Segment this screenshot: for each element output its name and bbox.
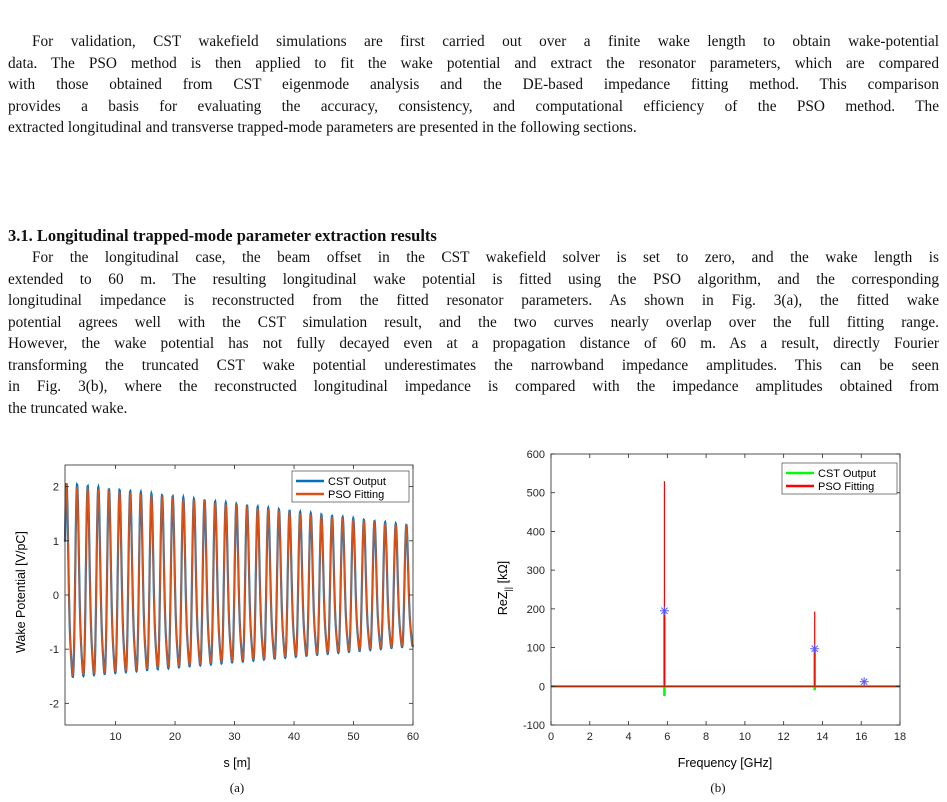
wake-potential-chart [0, 440, 440, 780]
text-line: data. The PSO method is then applied to fit the wake potential and extract the resonator parameters, which are compared [8, 54, 939, 72]
x-axis-label: Frequency [GHz] [677, 756, 773, 770]
y-tick-label: -100 [522, 720, 545, 732]
text-line: transforming the truncated CST wake potential underestimates the narrowband impedance amplitudes. This can be seen [8, 356, 939, 374]
legend-entry: PSO Fitting [328, 489, 385, 501]
y-tick-label: 600 [526, 449, 545, 461]
legend [782, 463, 897, 494]
text-line: in Fig. 3(b), where the reconstructed longitudinal impedance is compared with the impedance amplitudes obtained from [8, 378, 939, 395]
text-line: the truncated wake. [8, 399, 128, 417]
x-axis-label: s [m] [223, 756, 251, 770]
x-tick-label: 50 [347, 731, 360, 743]
text-line: However, the wake potential has not fully decayed even at a propagation distance of 60 m. As a result, directly Fourier [8, 335, 939, 352]
text-line: extracted longitudinal and transverse trapped-mode parameters are presented in the following sections. [8, 119, 637, 136]
legend-entry: CST Output [328, 476, 386, 488]
paragraph-validation [8, 31, 939, 139]
text-line: provides a basis for evaluating the accuracy, consistency, and computational efficiency of the PSO method. The [8, 97, 939, 115]
x-tick-label: 4 [625, 731, 632, 743]
eigenmode-marker [660, 606, 669, 615]
caption-b: (b) [710, 780, 726, 795]
impedance-chart [480, 440, 947, 780]
x-tick-label: 20 [168, 731, 182, 743]
y-tick-label: 0 [52, 590, 59, 602]
series-pso-fitting [65, 486, 413, 676]
text-line: potential agrees well with the CST simulation result, and the two curves nearly overlap over the full fitting range. [8, 313, 939, 331]
x-tick-label: 2 [586, 731, 593, 743]
text-line: For validation, CST wakefield simulations are first carried out over a finite wake length to obtain wake-potential [32, 33, 939, 50]
plot-frame [551, 454, 900, 725]
legend-entry: PSO Fitting [818, 481, 875, 493]
caption-a: (a) [229, 780, 245, 795]
text-line: extended to 60 m. The resulting longitudinal wake potential is fitted using the PSO algorithm, and the corresponding [8, 270, 939, 288]
paragraph-longitudinal [8, 247, 939, 419]
x-tick-label: 10 [738, 731, 752, 743]
y-tick-label: 500 [526, 487, 545, 500]
x-tick-label: 0 [547, 731, 555, 743]
y-tick-label: -2 [49, 698, 59, 711]
y-axis-label: ReZ$_{||}$ [kΩ] [496, 560, 513, 616]
x-tick-label: 16 [855, 731, 868, 743]
y-tick-label: -1 [49, 644, 59, 657]
x-tick-label: 8 [703, 731, 710, 743]
y-axis-label: Wake Potential [V/pC] [14, 531, 28, 653]
y-tick-label: 1 [52, 535, 59, 548]
x-tick-label: 30 [228, 731, 241, 743]
text-line: longitudinal impedance is reconstructed from the fitted resonator parameters. As shown in Fig. 3(a), the fitted wake [8, 292, 939, 309]
text-line: with those obtained from CST eigenmode analysis and the DE-based impedance fitting method. This comparison [8, 76, 939, 93]
eigenmode-marker [860, 677, 869, 686]
legend [292, 471, 409, 502]
section-heading: 3.1. Longitudinal trapped-mode parameter extraction results [8, 226, 437, 245]
y-tick-label: 300 [526, 565, 545, 578]
x-tick-label: 40 [287, 731, 301, 743]
y-tick-label: 200 [526, 603, 545, 616]
text-line: For the longitudinal case, the beam offset in the CST wakefield solver is set to zero, and the wake length is [32, 249, 939, 266]
y-tick-label: 100 [526, 642, 545, 655]
legend-entry: CST Output [818, 468, 876, 480]
x-tick-label: 18 [893, 731, 907, 743]
y-tick-label: 2 [52, 481, 59, 494]
x-tick-label: 12 [777, 731, 790, 743]
x-tick-label: 14 [816, 731, 829, 743]
eigenmode-marker [810, 644, 819, 653]
y-tick-label: 0 [538, 681, 545, 694]
x-tick-label: 10 [109, 731, 122, 743]
y-tick-label: 400 [526, 526, 545, 539]
x-tick-label: 60 [406, 731, 420, 743]
x-tick-label: 6 [664, 731, 671, 743]
